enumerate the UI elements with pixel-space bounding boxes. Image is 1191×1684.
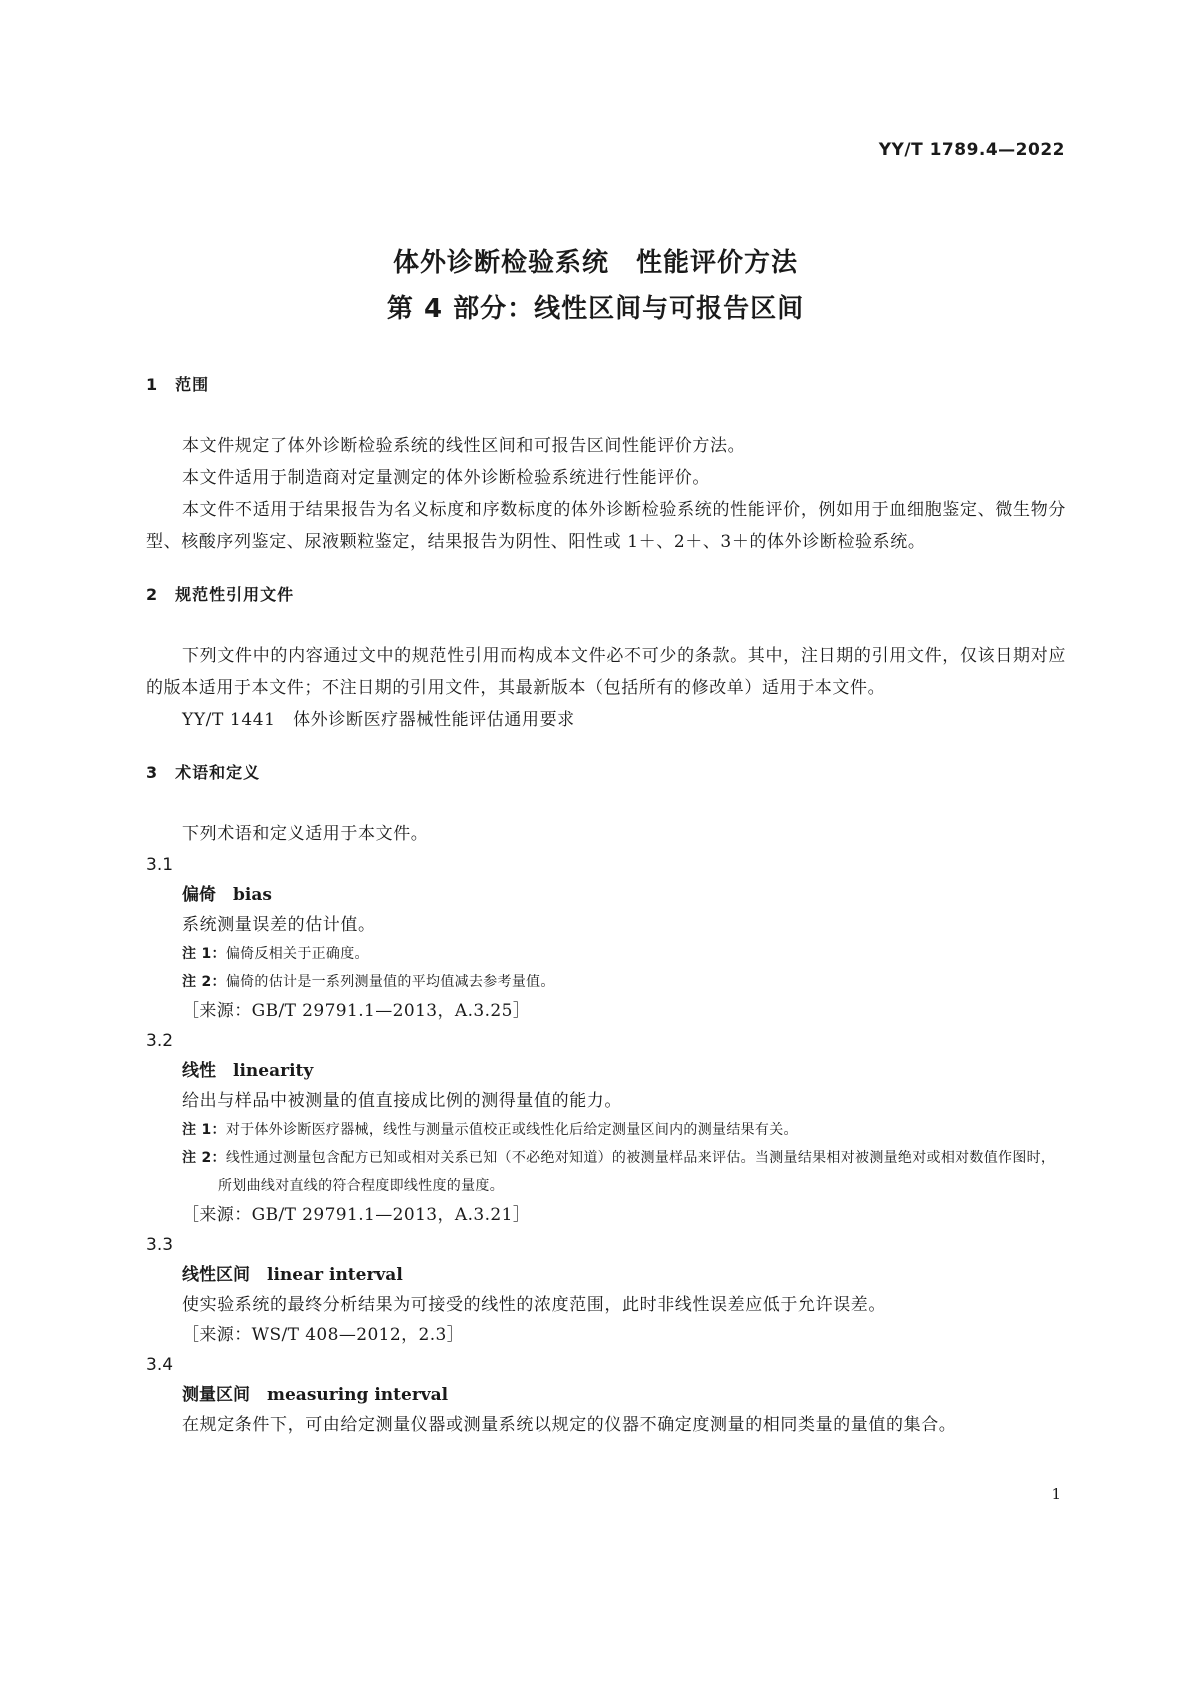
note-text: 线性通过测量包含配方已知或相对关系已知（不必绝对知道）的被测量样品来评估。当测量结果相对被测量绝对或相对数值作图时，所划曲线对直线的符合程度即线性度的量度。 [218, 1150, 1056, 1194]
term-number: 3.3 [146, 1235, 174, 1255]
term-name-zh: 偏倚 [182, 885, 216, 905]
term-number: 3.1 [146, 855, 174, 875]
section-1-paragraph-3: 本文件不适用于结果报告为名义标度和序数标度的体外诊断检验系统的性能评价，例如用于血细胞鉴定、微生物分型、核酸序列鉴定、尿液颗粒鉴定，结果报告为阴性、阳性或 1＋、2＋、3＋的体外诊断检验系统。 [146, 500, 1066, 552]
term-name [182, 1260, 1066, 1290]
term-name-en: measuring interval [267, 1385, 449, 1405]
term-name-zh: 线性 [182, 1061, 216, 1081]
note-text: 对于体外诊断医疗器械，线性与测量示值校正或线性化后给定测量区间内的测量结果有关。 [225, 1122, 798, 1138]
term-name [182, 1056, 1066, 1086]
term-note [182, 940, 1066, 968]
document-title [0, 240, 1191, 332]
term-definition: 系统测量误差的估计值。 [182, 915, 376, 935]
note-text: 偏倚的估计是一系列测量值的平均值减去参考量值。 [225, 974, 555, 990]
term-source: ［来源：WS/T 408—2012，2.3］ [182, 1325, 465, 1345]
note-label: 注 2： [182, 974, 226, 990]
term-number: 3.4 [146, 1355, 174, 1375]
standard-number: YY/T 1789.4—2022 [878, 140, 1065, 160]
section-1-heading: 1 范围 [146, 375, 210, 394]
term-name [182, 880, 1066, 910]
title-line-2: 第 4 部分：线性区间与可报告区间 [386, 294, 805, 324]
term-definition: 使实验系统的最终分析结果为可接受的线性的浓度范围，此时非线性误差应低于允许误差。 [182, 1295, 886, 1315]
section-1-paragraph-1: 本文件规定了体外诊断检验系统的线性区间和可报告区间性能评价方法。 [182, 436, 746, 456]
term-name [182, 1380, 1066, 1410]
title-line-1: 体外诊断检验系统 性能评价方法 [392, 248, 798, 278]
section-1-paragraph-2: 本文件适用于制造商对定量测定的体外诊断检验系统进行性能评价。 [182, 468, 710, 488]
term-name-en: bias [233, 885, 272, 905]
term-note [182, 968, 1066, 996]
term-note [182, 1116, 1066, 1144]
note-text: 偏倚反相关于正确度。 [225, 946, 369, 962]
term-name-en: linearity [233, 1061, 314, 1081]
term-source: ［来源：GB/T 29791.1—2013，A.3.21］ [182, 1205, 531, 1225]
note-label: 注 1： [182, 946, 226, 962]
term-source: ［来源：GB/T 29791.1—2013，A.3.25］ [182, 1001, 531, 1021]
term-number: 3.2 [146, 1031, 174, 1051]
term-name-zh: 测量区间 [182, 1385, 250, 1405]
section-2-heading: 2 规范性引用文件 [146, 585, 295, 604]
term-note [182, 1144, 1066, 1200]
note-label: 注 1： [182, 1122, 226, 1138]
term-definition: 给出与样品中被测量的值直接成比例的测得量值的能力。 [182, 1091, 622, 1111]
term-definition: 在规定条件下，可由给定测量仪器或测量系统以规定的仪器不确定度测量的相同类量的量值的集合。 [182, 1415, 957, 1435]
term-name-en: linear interval [267, 1265, 403, 1285]
section-3-heading: 3 术语和定义 [146, 763, 261, 782]
note-label: 注 2： [182, 1150, 226, 1166]
document-body [146, 370, 1066, 1440]
section-3-intro: 下列术语和定义适用于本文件。 [182, 824, 429, 844]
section-2-paragraph-1: 下列文件中的内容通过文中的规范性引用而构成本文件必不可少的条款。其中，注日期的引用文件，仅该日期对应的版本适用于本文件；不注日期的引用文件，其最新版本（包括所有的修改单）适用于本文件。 [146, 646, 1066, 698]
page-number: 1 [1051, 1485, 1061, 1503]
term-name-zh: 线性区间 [182, 1265, 250, 1285]
normative-reference: YY/T 1441 体外诊断医疗器械性能评估通用要求 [182, 710, 575, 730]
